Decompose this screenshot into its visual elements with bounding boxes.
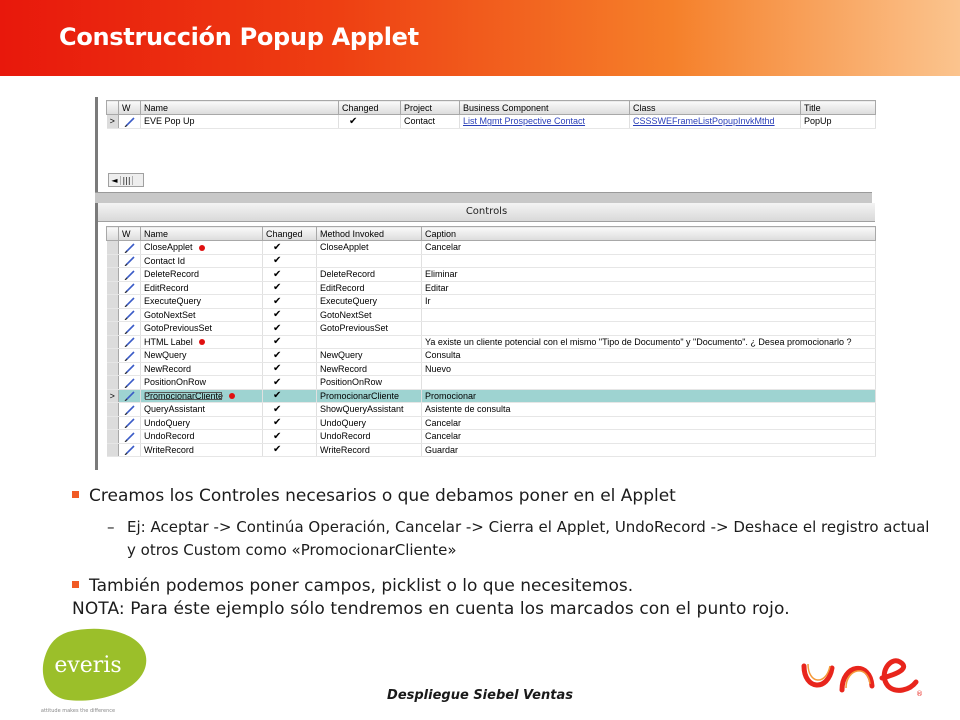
control-row[interactable] — [107, 362, 876, 376]
caption-cell[interactable]: Ir — [422, 295, 876, 309]
control-name-cell[interactable] — [141, 295, 263, 309]
control-row[interactable] — [107, 308, 876, 322]
method-invoked-cell[interactable]: GotoPreviousSet — [317, 322, 422, 336]
col-header-name[interactable]: Name — [141, 227, 263, 241]
pencil-icon — [119, 295, 141, 309]
changed-check-icon: ✔ — [263, 241, 317, 255]
controls-grid-body — [107, 241, 876, 457]
method-invoked-cell[interactable]: ExecuteQuery — [317, 295, 422, 309]
control-name-cell[interactable] — [141, 268, 263, 282]
caption-cell[interactable] — [422, 254, 876, 268]
scroll-left-icon[interactable]: ◄ — [109, 176, 121, 185]
bullet-2-text: También podemos poner campos, picklist o lo que necesitemos. — [89, 576, 634, 596]
scroll-grip-icon[interactable]: ||| — [121, 176, 133, 185]
control-name[interactable]: ExecuteQuery — [144, 296, 202, 307]
controls-pane — [95, 203, 872, 470]
control-row[interactable] — [107, 322, 876, 336]
control-name[interactable]: CloseApplet — [144, 242, 193, 253]
applet-list-pane — [95, 97, 872, 192]
changed-check-icon: ✔ — [263, 322, 317, 336]
control-name-cell[interactable] — [141, 322, 263, 336]
bullet-square-icon — [72, 581, 79, 588]
method-invoked-cell[interactable]: ShowQueryAssistant — [317, 403, 422, 417]
pencil-icon — [119, 254, 141, 268]
control-name-cell[interactable] — [141, 241, 263, 255]
control-name[interactable]: QueryAssistant — [144, 404, 206, 415]
row-selector-icon[interactable]: > — [107, 115, 119, 129]
control-row[interactable] — [107, 335, 876, 349]
row-selector-icon[interactable] — [107, 308, 119, 322]
col-header-business-component[interactable]: Business Component — [460, 101, 630, 115]
control-name[interactable]: EditRecord — [144, 282, 189, 293]
method-invoked-cell[interactable]: NewQuery — [317, 349, 422, 363]
control-name[interactable]: WriteRecord — [144, 444, 194, 455]
row-selector-icon[interactable]: > — [107, 389, 119, 403]
col-header-method-invoked[interactable]: Method Invoked — [317, 227, 422, 241]
slide-header — [0, 0, 960, 76]
row-selector-icon[interactable] — [107, 268, 119, 282]
caption-cell[interactable]: Eliminar — [422, 268, 876, 282]
changed-check-icon: ✔ — [263, 362, 317, 376]
business-component-link[interactable] — [460, 115, 630, 129]
pencil-icon — [119, 322, 141, 336]
control-name[interactable]: Contact Id — [144, 255, 186, 266]
caption-cell[interactable]: Cancelar — [422, 241, 876, 255]
method-invoked-cell[interactable]: UndoQuery — [317, 416, 422, 430]
control-row[interactable] — [107, 281, 876, 295]
control-name[interactable]: UndoRecord — [144, 431, 195, 442]
changed-check-icon: ✔ — [263, 268, 317, 282]
selector-header — [107, 227, 119, 241]
control-name[interactable]: PromocionarCliente — [144, 390, 224, 401]
changed-check-icon: ✔ — [263, 349, 317, 363]
slide-title: Construcción Popup Applet — [59, 23, 419, 51]
caption-cell[interactable]: Promocionar — [422, 389, 876, 403]
changed-check-icon: ✔ — [263, 308, 317, 322]
control-row[interactable] — [107, 443, 876, 457]
control-name-cell[interactable] — [141, 389, 263, 403]
registered-mark: ® — [916, 690, 923, 698]
control-row[interactable] — [107, 430, 876, 444]
caption-cell[interactable]: Consulta — [422, 349, 876, 363]
pencil-icon — [119, 115, 141, 129]
row-selector-icon[interactable] — [107, 335, 119, 349]
method-invoked-cell[interactable]: WriteRecord — [317, 443, 422, 457]
applet-grid — [106, 100, 876, 129]
control-row[interactable] — [107, 403, 876, 417]
method-invoked-cell[interactable]: PromocionarCliente — [317, 389, 422, 403]
control-row[interactable] — [107, 295, 876, 309]
pencil-icon — [119, 281, 141, 295]
row-selector-icon[interactable] — [107, 416, 119, 430]
horizontal-scrollbar[interactable] — [108, 173, 144, 187]
control-row[interactable] — [107, 349, 876, 363]
selector-header — [107, 101, 119, 115]
control-name-cell[interactable] — [141, 349, 263, 363]
control-row[interactable] — [107, 254, 876, 268]
caption-cell[interactable]: Ya existe un cliente potencial con el mismo "Tipo de Documento" y "Documento". ¿ Desea promocionarlo ? — [422, 335, 876, 349]
caption-cell[interactable] — [422, 308, 876, 322]
changed-check-icon: ✔ — [263, 335, 317, 349]
row-selector-icon[interactable] — [107, 241, 119, 255]
changed-check-icon: ✔ — [339, 115, 401, 129]
caption-cell[interactable] — [422, 322, 876, 336]
controls-grid — [106, 226, 876, 457]
pencil-icon — [119, 268, 141, 282]
bullet-1-text: Creamos los Controles necesarios o que debamos poner en el Applet — [89, 486, 676, 506]
method-invoked-cell[interactable]: UndoRecord — [317, 430, 422, 444]
method-invoked-cell[interactable]: GotoNextSet — [317, 308, 422, 322]
project-cell[interactable]: Contact — [401, 115, 460, 129]
control-name-cell[interactable] — [141, 335, 263, 349]
row-selector-icon[interactable] — [107, 376, 119, 390]
control-name-cell[interactable] — [141, 376, 263, 390]
control-row[interactable] — [107, 268, 876, 282]
method-invoked-cell[interactable] — [317, 335, 422, 349]
row-selector-icon[interactable] — [107, 362, 119, 376]
col-header-w[interactable]: W — [119, 227, 141, 241]
bullet-square-icon — [72, 491, 79, 498]
method-invoked-cell[interactable] — [317, 254, 422, 268]
sub-bullet-dash: – — [107, 518, 115, 536]
caption-cell[interactable]: Cancelar — [422, 430, 876, 444]
caption-cell[interactable]: Editar — [422, 281, 876, 295]
control-name[interactable]: NewQuery — [144, 350, 187, 361]
col-header-title[interactable]: Title — [801, 101, 876, 115]
class-link-text[interactable]: CSSSWEFrameListPopupInvkMthd — [633, 116, 775, 127]
caption-cell[interactable]: Cancelar — [422, 416, 876, 430]
pencil-icon — [119, 416, 141, 430]
applet-row[interactable] — [107, 115, 876, 129]
col-header-w[interactable]: W — [119, 101, 141, 115]
changed-check-icon: ✔ — [263, 295, 317, 309]
row-selector-icon[interactable] — [107, 281, 119, 295]
control-name[interactable]: DeleteRecord — [144, 269, 200, 280]
footer-text: Despliegue Siebel Ventas — [387, 688, 573, 703]
pencil-icon — [119, 362, 141, 376]
method-invoked-cell[interactable]: DeleteRecord — [317, 268, 422, 282]
caption-cell[interactable]: Asistente de consulta — [422, 403, 876, 417]
changed-check-icon: ✔ — [263, 254, 317, 268]
control-name[interactable]: GotoNextSet — [144, 309, 196, 320]
sub-bullet-text: Ej: Aceptar -> Continúa Operación, Cancelar -> Cierra el Applet, UndoRecord -> Deshace el registro actual y otros Custom como «PromocionarCliente» — [127, 518, 930, 559]
control-row[interactable] — [107, 376, 876, 390]
control-name[interactable]: HTML Label — [144, 336, 193, 347]
control-name-cell[interactable] — [141, 308, 263, 322]
changed-check-icon: ✔ — [263, 389, 317, 403]
control-row[interactable] — [107, 241, 876, 255]
bullet-2 — [72, 576, 633, 596]
row-selector-icon[interactable] — [107, 254, 119, 268]
pencil-icon — [119, 241, 141, 255]
title-cell[interactable]: PopUp — [801, 115, 876, 129]
everis-tagline: attitude makes the difference — [40, 708, 116, 714]
changed-check-icon: ✔ — [263, 416, 317, 430]
red-dot-marker — [229, 393, 235, 399]
col-header-class[interactable]: Class — [630, 101, 801, 115]
applet-grid-header — [107, 101, 876, 115]
pencil-icon — [119, 349, 141, 363]
pencil-icon — [119, 389, 141, 403]
changed-check-icon: ✔ — [263, 403, 317, 417]
caption-cell[interactable]: Nuevo — [422, 362, 876, 376]
pencil-icon — [119, 443, 141, 457]
changed-check-icon: ✔ — [263, 430, 317, 444]
class-link[interactable] — [630, 115, 801, 129]
red-dot-marker — [199, 245, 205, 251]
control-row[interactable] — [107, 416, 876, 430]
controls-grid-header — [107, 227, 876, 241]
splitter[interactable] — [95, 192, 872, 203]
applet-name-cell[interactable]: EVE Pop Up — [141, 115, 339, 129]
row-selector-icon[interactable] — [107, 349, 119, 363]
control-name[interactable]: PositionOnRow — [144, 377, 207, 388]
pencil-icon — [119, 376, 141, 390]
control-name-cell[interactable] — [141, 443, 263, 457]
control-row[interactable] — [107, 389, 876, 403]
row-selector-icon[interactable] — [107, 403, 119, 417]
everis-logo-text: everis — [54, 653, 122, 678]
col-header-changed[interactable]: Changed — [263, 227, 317, 241]
control-name-cell[interactable] — [141, 403, 263, 417]
changed-check-icon: ✔ — [263, 376, 317, 390]
control-name-cell[interactable] — [141, 281, 263, 295]
note-text: NOTA: Para éste ejemplo sólo tendremos en cuenta los marcados con el punto rojo. — [72, 599, 790, 619]
col-header-name[interactable]: Name — [141, 101, 339, 115]
row-selector-icon[interactable] — [107, 443, 119, 457]
caption-cell[interactable]: Guardar — [422, 443, 876, 457]
caption-cell[interactable] — [422, 376, 876, 390]
control-name-cell[interactable] — [141, 254, 263, 268]
red-dot-marker — [199, 339, 205, 345]
control-name-cell[interactable] — [141, 430, 263, 444]
siebel-tools-screenshot — [95, 97, 872, 470]
row-selector-icon[interactable] — [107, 295, 119, 309]
method-invoked-cell[interactable]: PositionOnRow — [317, 376, 422, 390]
control-name-cell[interactable] — [141, 362, 263, 376]
col-header-changed[interactable]: Changed — [339, 101, 401, 115]
col-header-caption[interactable]: Caption — [422, 227, 876, 241]
bullet-1 — [72, 486, 676, 506]
col-header-project[interactable]: Project — [401, 101, 460, 115]
control-name-cell[interactable] — [141, 416, 263, 430]
pencil-icon — [119, 308, 141, 322]
method-invoked-cell[interactable]: CloseApplet — [317, 241, 422, 255]
row-selector-icon[interactable] — [107, 322, 119, 336]
changed-check-icon: ✔ — [263, 443, 317, 457]
changed-check-icon: ✔ — [263, 281, 317, 295]
pencil-icon — [119, 335, 141, 349]
method-invoked-cell[interactable]: NewRecord — [317, 362, 422, 376]
pencil-icon — [119, 430, 141, 444]
controls-pane-title: Controls — [98, 203, 875, 222]
business-component-link-text[interactable]: List Mgmt Prospective Contact — [463, 116, 586, 127]
row-selector-icon[interactable] — [107, 430, 119, 444]
pencil-icon — [119, 403, 141, 417]
control-name[interactable]: NewRecord — [144, 363, 192, 374]
control-name[interactable]: GotoPreviousSet — [144, 323, 213, 334]
method-invoked-cell[interactable]: EditRecord — [317, 281, 422, 295]
control-name[interactable]: UndoQuery — [144, 417, 191, 428]
